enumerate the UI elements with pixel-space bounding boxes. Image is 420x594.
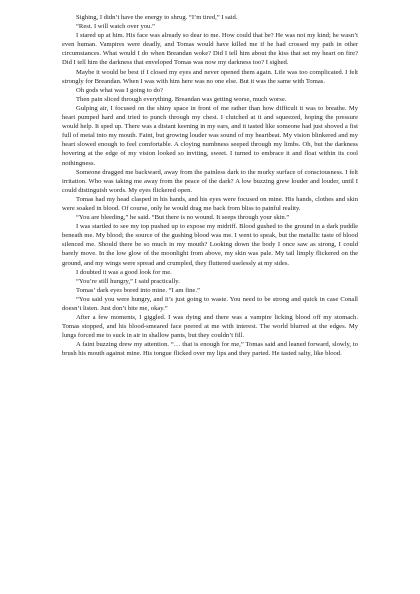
paragraph: I doubted it was a good look for me. bbox=[76, 268, 172, 276]
paragraph: Maybe it would be best if I closed my eyes and never opened them again. Life was too complicated. I felt strongly for Breandan. When I was with him here was no one else. But it was the same with Tomas. bbox=[62, 68, 358, 85]
paragraph: Sighing, I didn’t have the energy to shrug. “I’m tired,” I said. bbox=[76, 14, 238, 21]
paragraph: Gulping air, I focused on the shiny space in front of me rather than how difficult it was to breathe. My heart pumped hard and tried to punch through my chest. I clutched at it and squeezed, hoping the pressure would help. It sped up. There was a distant keening in my ears, and it tasted like someone had just shoved a fist full of metal into my mouth. Faint, but growing louder was sound of my heartbeat. My vision blinkered and my heart slowed enough to feel comfortable. A cloying numbness seeped through my limbs. Oh, but the darkness hovering at the edge of my vision looked so inviting, sweet. I turned to embrace it and float within its cool nothingness. bbox=[62, 104, 358, 167]
paragraph: After a few moments, I giggled. I was dying and there was a vampire licking blood off my stomach. Tomas stopped, and his blood-smeared face peered at me with interest. The world blurred at the edges. My lungs forced me to suck in air in shallow pants, but they couldn’t fill. bbox=[62, 314, 358, 340]
paragraph: I was startled to see my top pushed up to expose my midriff. Blood gushed to the ground in a dark puddle beneath me. My blood; the source of the gushing blood was me. I went to speak, but the metallic taste of blood silenced me. Should there be so much in my mouth? Looking down the body I once saw as strong, I could barely move. In the low glow of the moonlight from above, my skin was pale. My tail limply flickered on the ground, and my wings were spread and crumpled, they fluttered uselessly at my sides. bbox=[62, 223, 358, 267]
paragraph: A faint buzzing drew my attention. “… that is enough for me,” Tomas said and leaned forward, slowly, to brush his mouth against mine. His tongue flicked over my lips and they parted. He tasted salty, like blood. bbox=[62, 341, 358, 358]
paragraph: Tomas had my head clasped in his hands, and his eyes were focused on mine. His hands, clothes and skin were soaked in blood. Of course, only he would drag me back from bliss to painful reality. bbox=[62, 195, 358, 212]
paragraph: I stared up at him. His face was already so dear to me. How could that be? He was not my kind; he wasn’t even human. Vampires were deadly, and Tomas would have killed me if he had crossed my path in other circumstances. What would I do when Breandan woke? Did I tell him about the kiss that set my heart on fire? Did I tell him the darkness that enveloped Tomas was now my darkness too? I sighed. bbox=[62, 32, 358, 67]
paragraph: Then pain sliced through everything. Breandan was getting worse, much worse. bbox=[76, 95, 287, 103]
paragraph: “Rest. I will watch over you.” bbox=[76, 23, 155, 31]
paragraph: Oh gods what was I going to do? bbox=[76, 86, 163, 94]
paragraph: “You are bleeding,” he said. “But there is no wound. It seeps through your skin.” bbox=[76, 214, 290, 222]
paragraph: Someone dragged me backward, away from the painless dark to the murky surface of consciousness. I felt irritation. Who was taking me away from the peace of the dark? A low buzzing grew louder and louder, until I could distinguish words. My eyes flickered open. bbox=[62, 168, 358, 194]
paragraph: “You said you were hungry, and it’s just going to waste. You need to be strong and quick in case Conall doesn’t listen. Just don’t bite me, okay.” bbox=[62, 295, 358, 312]
page-text bbox=[62, 13, 358, 359]
paragraph: Tomas’ dark eyes bored into mine. “I am fine.” bbox=[76, 286, 200, 294]
paragraph: “You’re still hungry,” I said practically. bbox=[76, 277, 180, 285]
